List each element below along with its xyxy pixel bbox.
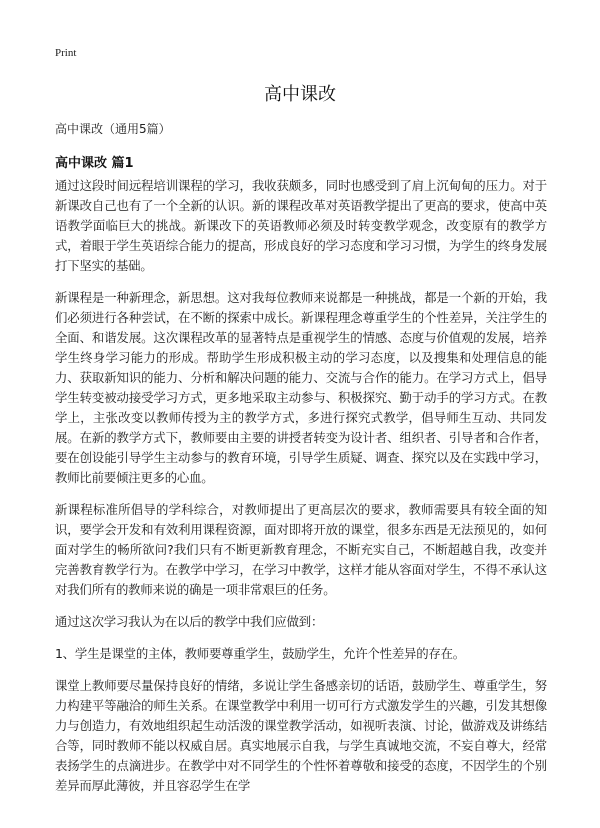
paragraph-4: 通过这次学习我认为在以后的教学中我们应做到： <box>55 614 324 629</box>
paragraph-1: 通过这段时间远程培训课程的学习，我收获颇多，同时也感受到了肩上沉甸甸的压力。对于新课改自己也有了一个全新的认识。新的课程改革对英语教学提出了更高的要求，使高中英语教学面临巨大的挑战。新课改下的英语教师必须及时转变教学观念，改变原有的教学方式，着眼于学生英语综合能力的提高，形成良好的学习态度和学习习惯，为学生的终身发展打下坚实的基础。 <box>55 178 547 273</box>
page-title: 高中课改 <box>264 84 336 105</box>
paragraph-6: 课堂上教师要尽量保持良好的情绪，多说让学生备感亲切的话语，鼓励学生、尊重学生，努力构建平等融洽的师生关系。在课堂教学中利用一切可行方式激发学生的兴趣，引发其想像力与创造力，有效地组织起生动活泼的课堂教学活动，如视听表演、讨论，做游戏及讲练结合等，同时教师不能以权威自居。真实地展示自我，与学生真诚地交流，不妄自尊大，经常表扬学生的点滴进步。在教学中对不同学生的个性怀着尊敬和接受的态度，不因学生的个别差异而厚此薄彼，并且容忍学生在学 <box>55 678 547 793</box>
document-subtitle: 高中课改（通用5篇） <box>55 122 171 136</box>
section-heading: 高中课改 篇1 <box>55 156 134 171</box>
article-body <box>55 176 547 808</box>
paragraph-3: 新课程标准所倡导的学科综合，对教师提出了更高层次的要求，教师需要具有较全面的知识，要学会开发和有效利用课程资源，面对即将开放的课堂，很多东西是无法预见的，如何面对学生的畅所欲问?我们只有不断更新教育理念，不断充实自己，不断超越自我，改变并完善教育教学行为。在教学中学习，在学习中教学，这样才能从容面对学生，不得不承认这对我们所有的教师来说的确是一项非常艰巨的任务。 <box>55 502 547 597</box>
paragraph-2: 新课程是一种新理念，新思想。这对我每位教师来说都是一种挑战，都是一个新的开始，我们必须进行各种尝试，在不断的探索中成长。新课程理念尊重学生的个性差异，关注学生的全面、和谐发展。这次课程改革的显著特点是重视学生的情感、态度与价值观的发展，培养学生终身学习能力的形成。帮助学生形成积极主动的学习态度，以及搜集和处理信息的能力、获取新知识的能力、分析和解决问题的能力、交流与合作的能力。在学习方式上，倡导学生转变被动接受学习方式，更多地采取主动参与、积极探究、勤于动手的学习方式。在教学上，主张改变以教师传授为主的教学方式，多进行探究式教学，倡导师生互动、共同发展。在新的教学方式下，教师要由主要的讲授者转变为设计者、组织者、引导者和合作者，要在创设能引导学生主动参与的教育环境，引导学生质疑、调查、探究以及在实践中学习，教师比前要倾注更多的心血。 <box>55 290 547 485</box>
paragraph-5: 1、学生是课堂的主体，教师要尊重学生，鼓励学生，允许个性差异的存在。 <box>55 646 465 661</box>
print-link[interactable]: Print <box>55 47 77 59</box>
